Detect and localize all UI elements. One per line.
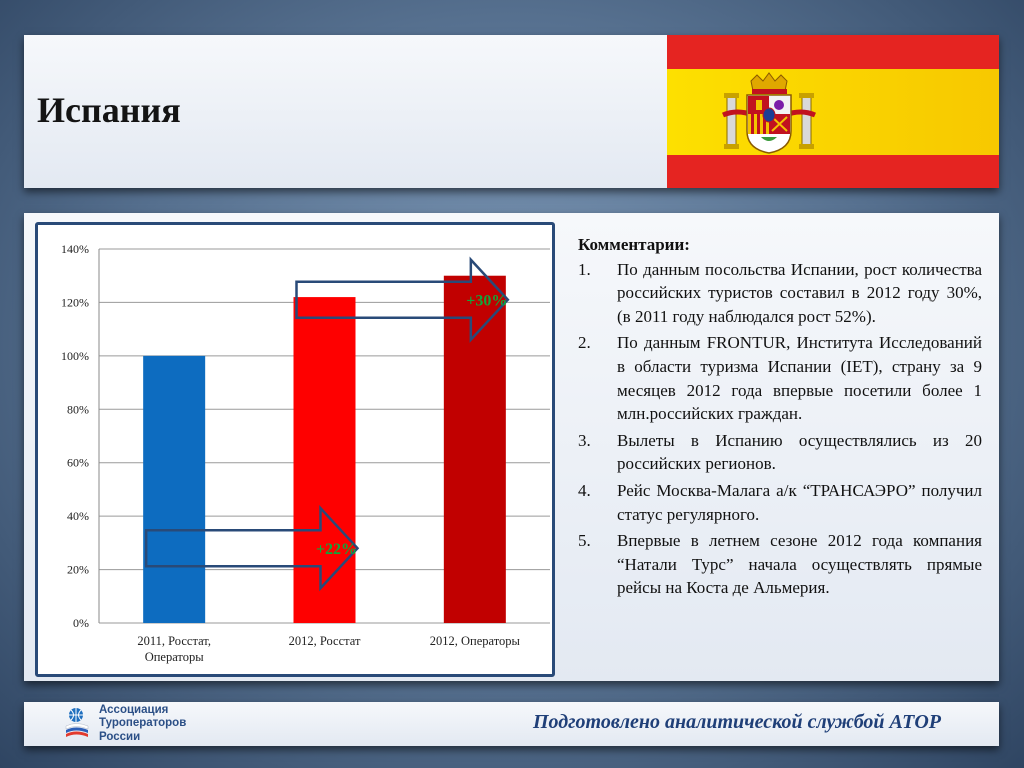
comments-list [578, 258, 982, 600]
bar [143, 356, 205, 623]
y-tick-label: 140% [61, 242, 89, 256]
x-tick-label: Операторы [144, 650, 204, 664]
comment-item [578, 529, 982, 600]
logo-line: России [99, 730, 141, 743]
logo-line: Ассоциация [99, 704, 169, 716]
comment-item [578, 331, 982, 425]
comment-number: 5. [578, 531, 591, 551]
y-tick-label: 20% [67, 562, 89, 577]
comments-heading: Комментарии: [578, 235, 690, 254]
y-tick-label: 0% [73, 616, 89, 630]
comment-number: 4. [578, 480, 591, 500]
spain-flag-icon [667, 35, 999, 188]
comments-block [578, 233, 982, 603]
y-tick-label: 100% [61, 348, 89, 363]
x-tick-label: 2011, Росстат, [137, 634, 211, 648]
comment-text: Рейс Москва-Малага а/к “ТРАНСАЭРО” получил статус регулярного. [617, 480, 982, 524]
page-title: Испания [37, 90, 181, 130]
comment-number: 2. [578, 333, 591, 353]
comment-text: По данным посольства Испании, рост количества российских туристов составил в 2012 году 30%, (в 2011 году наблюдался рост 52%). [617, 259, 982, 326]
footer-panel [24, 702, 999, 746]
footer-credit: Подготовлено аналитической службой АТОР [532, 711, 941, 733]
bar [444, 276, 506, 623]
title-panel [24, 35, 999, 188]
y-tick-label: 40% [67, 509, 89, 524]
y-tick-label: 120% [61, 295, 89, 310]
y-tick-label: 60% [67, 455, 89, 470]
bar-chart [38, 225, 552, 674]
content-panel [24, 213, 999, 681]
y-tick-label: 80% [67, 402, 89, 417]
comment-item [578, 429, 982, 476]
chart-frame [35, 222, 555, 677]
comment-item [578, 258, 982, 329]
logo-line: Туроператоров [99, 717, 187, 730]
growth-label: +30% [466, 292, 508, 310]
comment-item [578, 479, 982, 526]
comment-number: 3. [578, 430, 591, 450]
x-tick-label: 2012, Росстат [288, 634, 361, 648]
growth-label: +22% [315, 541, 358, 559]
ator-logo [64, 702, 224, 746]
comment-text: Вылеты в Испанию осуществлялись из 20 российских регионов. [617, 430, 982, 474]
comment-text: По данным FRONTUR, Института Исследований в области туризма Испании (IET), страну за 9 месяцев 2012 года впервые посетили более 1 млн.российских граждан. [617, 333, 982, 424]
comment-number: 1. [578, 259, 591, 279]
comment-text: Впервые в летнем сезоне 2012 года компания “Натали Турс” начала осуществлять прямые рейсы на Коста де Альмерия. [617, 531, 982, 598]
logo-text [99, 704, 186, 744]
globe-icon [64, 706, 92, 742]
x-tick-label: 2012, Операторы [429, 634, 520, 648]
bar [294, 297, 356, 623]
